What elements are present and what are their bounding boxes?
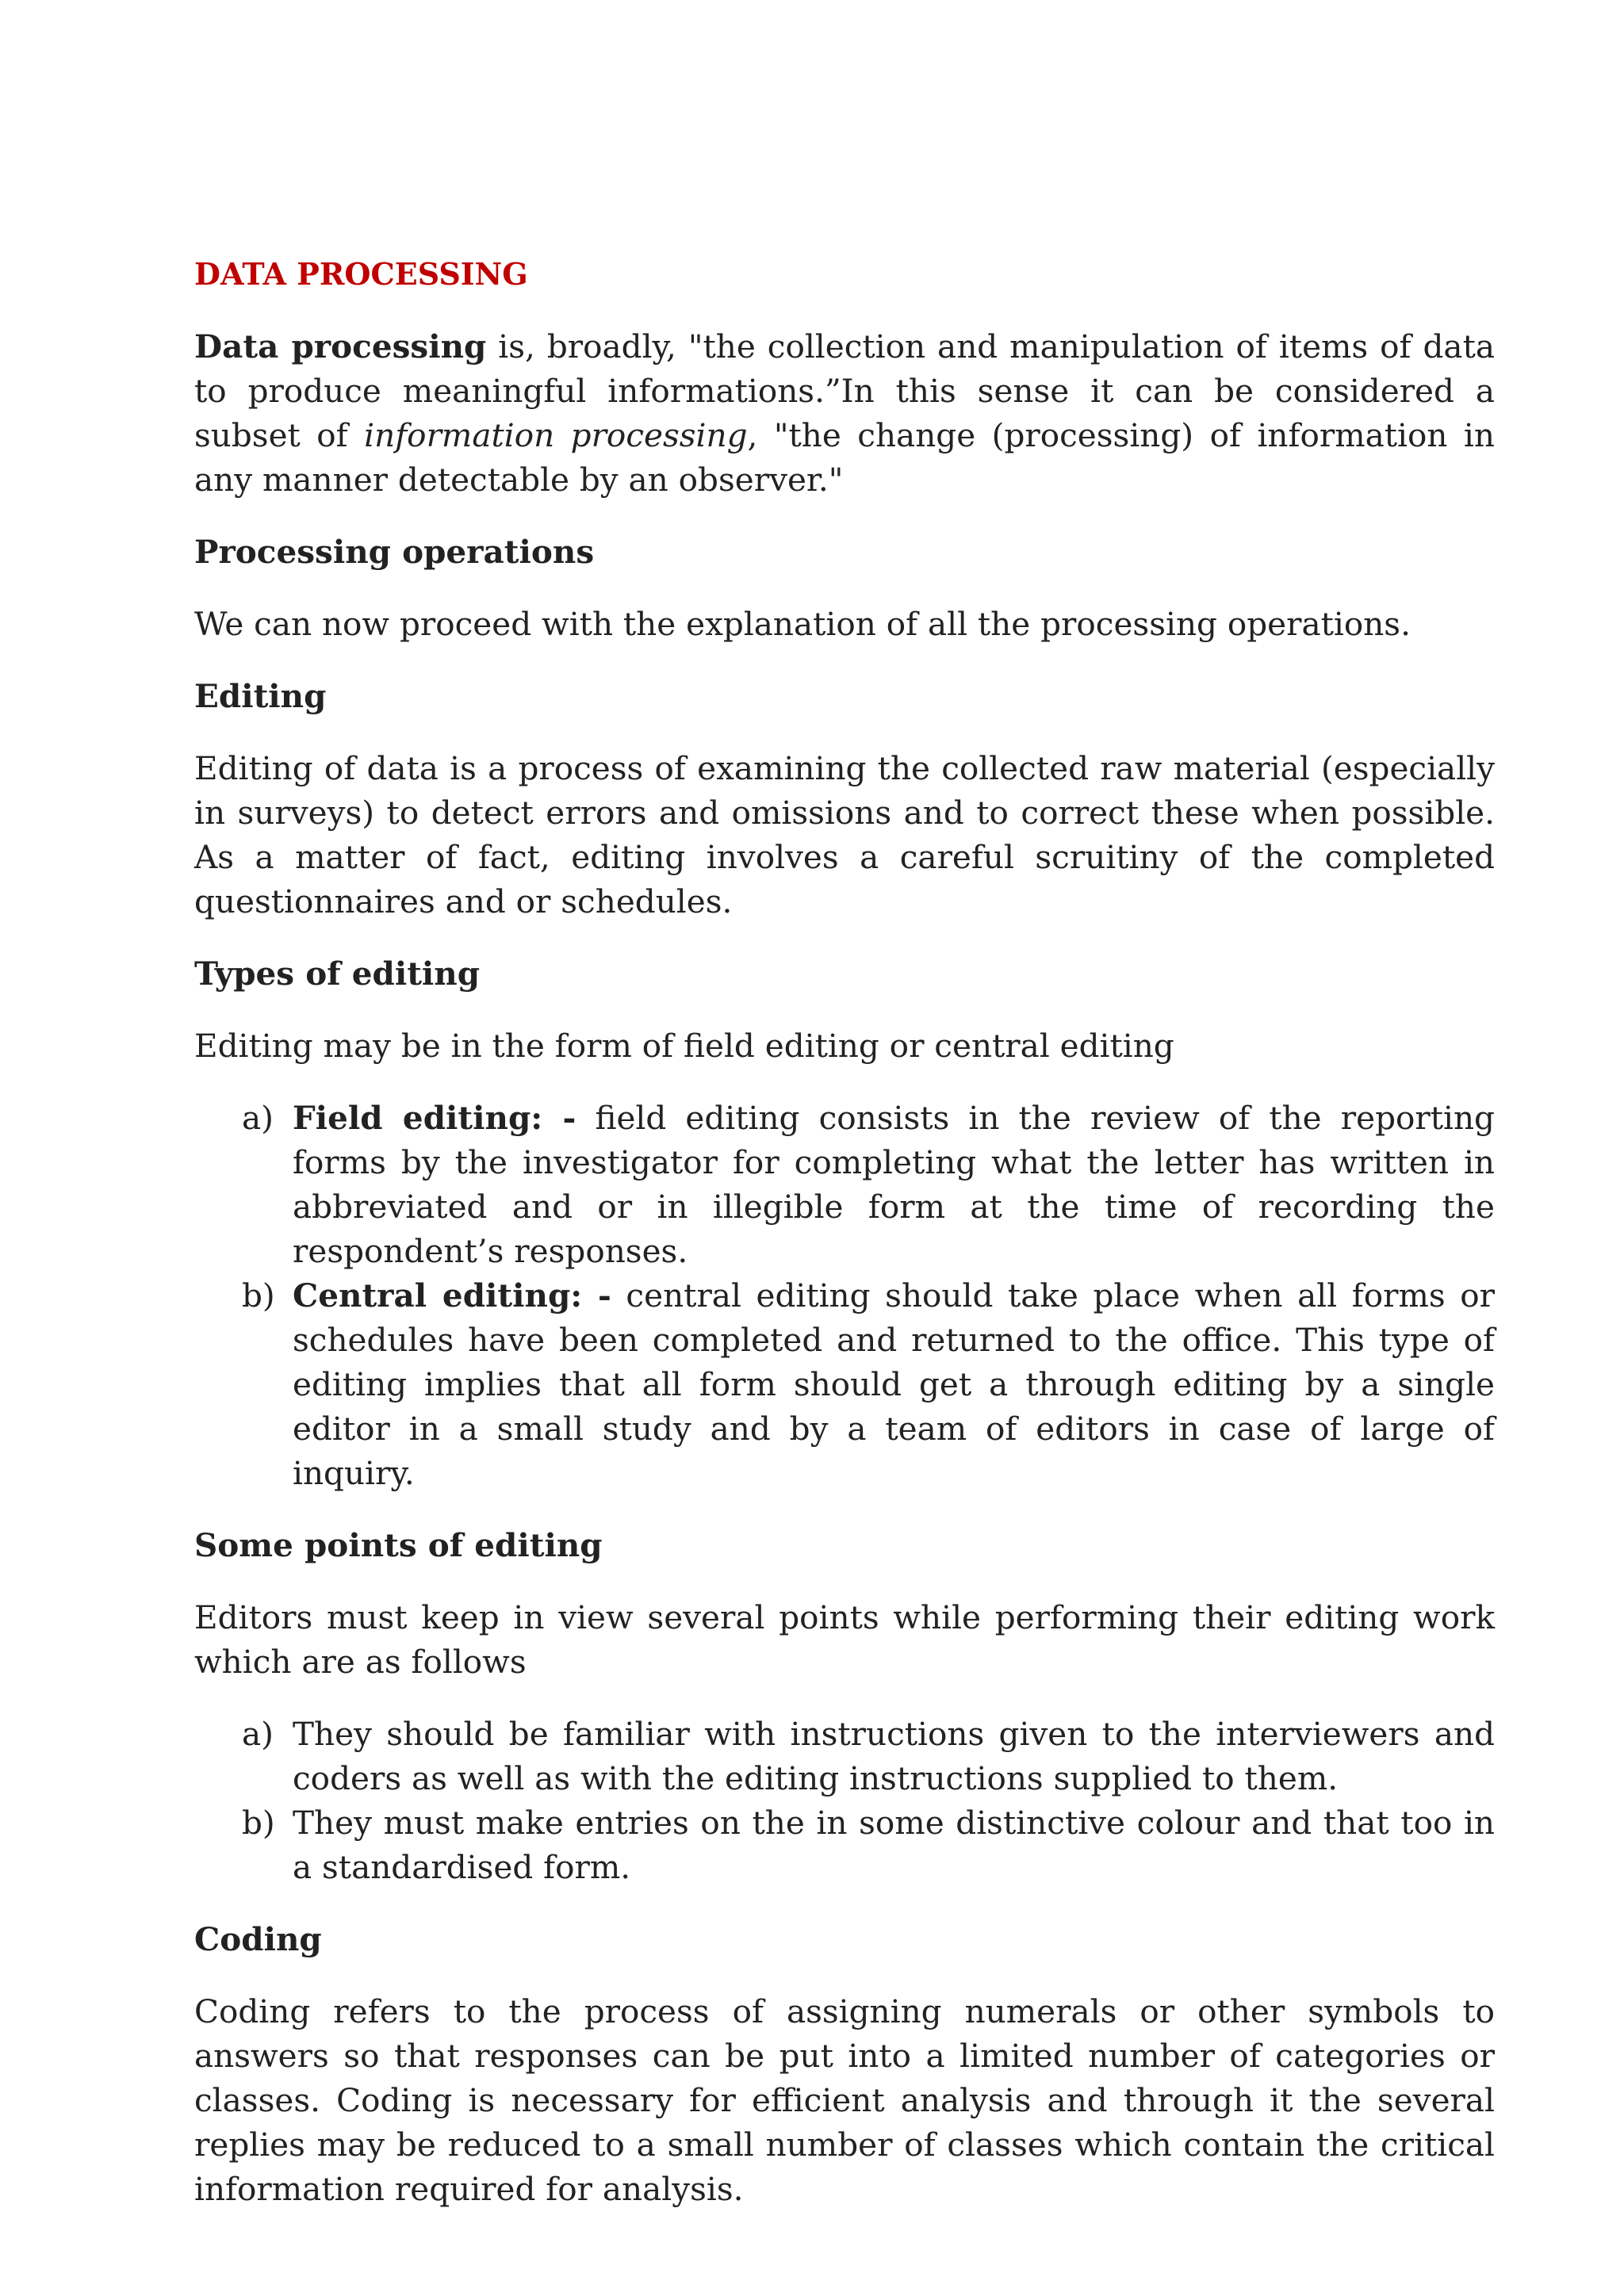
central-editing-term: Central editing: - [293, 1276, 611, 1314]
document-title: DATA PROCESSING [194, 256, 528, 292]
coding-paragraph: Coding refers to the process of assigning numerals or other symbols to answers so that responses can be put into a limited number of categories or classes. Coding is necessary for efficient analysis and through it the several replies may be reduced to a small number of classes which contain the critical information required for analysis. [194, 1992, 1495, 2208]
heading-editing: Editing [194, 677, 327, 715]
field-editing-term: Field editing: - [293, 1099, 576, 1137]
list-item-field-editing [194, 1096, 1495, 1273]
list-item-central-editing [194, 1273, 1495, 1495]
some-points-list [194, 1712, 1495, 1889]
list-marker: b) [242, 1804, 275, 1842]
intro-text-a: is, broadly, "the collection and manipulation of items of data to produce meaningful informations.”In this sense it can be considered a subset of [194, 327, 1495, 454]
central-editing-text: central editing should take place when all forms or schedules have been completed and returned to the office. This type of editing implies that all form should get a through editing by a single editor in a small study and by a team of editors in case of large of inquiry. [293, 1276, 1496, 1492]
field-editing-text: field editing consists in the review of the reporting forms by the investigator for completing what the letter has written in abbreviated and or in illegible form at the time of recording the respondent’s responses. [293, 1099, 1495, 1270]
editing-paragraph: Editing of data is a process of examining the collected raw material (especially in surveys) to detect errors and omissions and to correct these when possible. As a matter of fact, editing involves a careful scruitiny of the completed questionnaires and or schedules. [194, 749, 1495, 920]
types-of-editing-paragraph: Editing may be in the form of field editing or central editing [194, 1027, 1174, 1065]
familiar-instructions-text: They should be familiar with instructions given to the interviewers and coders as well as with the editing instructions supplied to them. [293, 1715, 1495, 1797]
intro-text-b: , "the change (processing) of information in any manner detectable by an observer." [194, 416, 1495, 499]
heading-some-points-of-editing: Some points of editing [194, 1526, 603, 1564]
intro-term: Data processing [194, 327, 487, 365]
heading-types-of-editing: Types of editing [194, 955, 481, 993]
heading-processing-operations: Processing operations [194, 533, 595, 571]
list-item-familiar-instructions [194, 1712, 1495, 1800]
document-page [194, 252, 1495, 2211]
distinctive-colour-text: They must make entries on the in some distinctive colour and that too in a standardised form. [293, 1804, 1495, 1886]
list-item-distinctive-colour [194, 1800, 1495, 1889]
list-marker: b) [242, 1276, 275, 1314]
types-of-editing-list [194, 1096, 1495, 1495]
list-marker: a) [242, 1099, 274, 1137]
heading-coding: Coding [194, 1920, 322, 1958]
processing-operations-paragraph: We can now proceed with the explanation of all the processing operations. [194, 605, 1411, 643]
some-points-paragraph: Editors must keep in view several points while performing their editing work which are as follows [194, 1598, 1495, 1681]
intro-paragraph [194, 324, 1495, 502]
intro-italic-term: information processing [364, 416, 748, 454]
list-marker: a) [242, 1715, 274, 1753]
